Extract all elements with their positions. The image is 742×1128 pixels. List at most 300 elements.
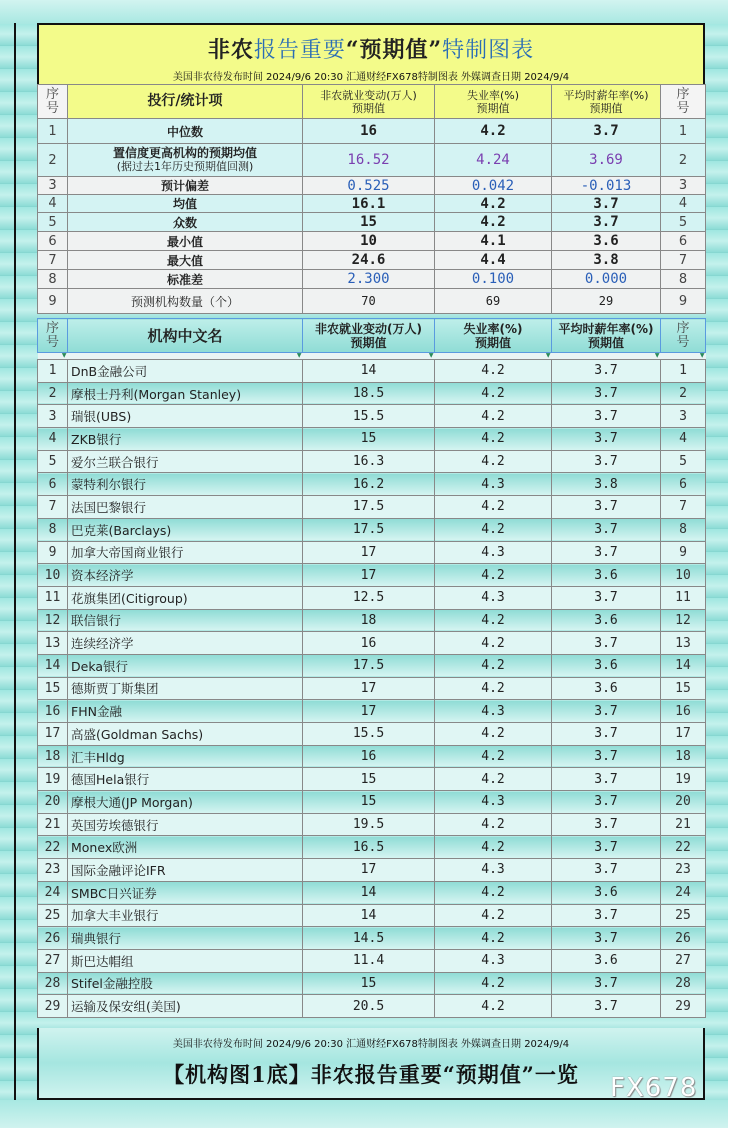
table-row [38,382,706,405]
row-seq: 5 [38,450,68,473]
row-seq: 2 [38,144,68,177]
row-seq: 15 [38,677,68,700]
row-seq-right: 1 [661,360,706,383]
row-seq-right: 7 [661,251,706,270]
row-seq-right: 25 [661,904,706,927]
unemp-value: 4.2 [435,518,552,541]
table-row [38,927,706,950]
row-seq-right: 3 [661,177,706,195]
row-seq: 11 [38,586,68,609]
nfp-value: 17 [303,859,435,882]
row-seq: 23 [38,859,68,882]
row-seq: 25 [38,904,68,927]
institution-name: DnB金融公司 [68,360,303,383]
row-seq-right: 27 [661,949,706,972]
institution-name: 德斯贾丁斯集团 [68,677,303,700]
filter-dropdown-icon[interactable]: ▼ [428,352,434,359]
nfp-value: 19.5 [303,813,435,836]
unemp-value: 4.2 [435,995,552,1018]
filter-row [38,353,706,360]
row-seq: 26 [38,927,68,950]
wage-value: 3.7 [552,382,661,405]
header-nfp: 非农就业变动(万人) 预期值 [303,85,435,119]
nfp-value: 17 [303,564,435,587]
row-seq-right: 4 [661,195,706,213]
unemp-value: 0.042 [435,177,552,195]
nfp-value: 16.52 [303,144,435,177]
page-title [39,33,703,64]
filter-wage[interactable] [552,353,661,360]
wage-value: 3.7 [552,632,661,655]
table-row [38,949,706,972]
unemp-value: 4.2 [435,195,552,213]
header-unemp: 失业率(%) 预期值 [435,85,552,119]
row-seq: 8 [38,270,68,289]
row-seq: 16 [38,700,68,723]
filter-dropdown-icon[interactable]: ▼ [699,352,705,359]
header-seq-right: 序号 [661,85,706,119]
institution-name: 瑞典银行 [68,927,303,950]
unemp-value: 4.3 [435,473,552,496]
institution-name: 爱尔兰联合银行 [68,450,303,473]
unemp-value: 4.1 [435,232,552,251]
table-row [38,881,706,904]
nfp-value: 16.1 [303,195,435,213]
row-seq-right: 23 [661,859,706,882]
row-seq: 24 [38,881,68,904]
wage-value: 3.7 [552,836,661,859]
wage-value: 0.000 [552,270,661,289]
nfp-value: 15 [303,972,435,995]
background-top [0,0,728,24]
row-seq: 6 [38,473,68,496]
wage-value: 3.7 [552,428,661,451]
unemp-value: 4.4 [435,251,552,270]
wage-value: 3.7 [552,791,661,814]
unemp-value: 4.2 [435,360,552,383]
wage-value: 3.7 [552,972,661,995]
table-row [38,518,706,541]
table-row [38,677,706,700]
header-item: 投行/统计项 [68,85,303,119]
unemp-value: 4.2 [435,450,552,473]
institution-name: 德国Hela银行 [68,768,303,791]
institution-name: 英国劳埃德银行 [68,813,303,836]
nfp-value: 2.300 [303,270,435,289]
stats-header-row [38,85,706,119]
wage-value: 29 [552,289,661,314]
table-row [38,791,706,814]
institution-name: 摩根士丹利(Morgan Stanley) [68,382,303,405]
institution-name: 加拿大丰业银行 [68,904,303,927]
row-seq: 8 [38,518,68,541]
row-seq: 10 [38,564,68,587]
institution-name: 汇丰Hldg [68,745,303,768]
row-seq: 27 [38,949,68,972]
row-seq-right: 2 [661,382,706,405]
nfp-value: 17 [303,677,435,700]
row-seq-right: 24 [661,881,706,904]
row-seq-right: 22 [661,836,706,859]
unemp-value: 4.2 [435,119,552,144]
unemp-value: 4.2 [435,405,552,428]
title-part-2: 报告重要 [253,38,346,63]
header-unemp[interactable]: 失业率(%) 预期值 [435,319,552,353]
unemp-value: 4.3 [435,700,552,723]
wage-value: 3.6 [552,881,661,904]
wage-value: -0.013 [552,177,661,195]
nfp-value: 14.5 [303,927,435,950]
row-seq: 7 [38,496,68,519]
nfp-value: 15 [303,768,435,791]
table-row [38,541,706,564]
row-seq: 5 [38,213,68,232]
header-seq-right[interactable]: 序号 [661,319,706,353]
row-seq-right: 11 [661,586,706,609]
table-row [38,360,706,383]
table-row [38,586,706,609]
header-name[interactable]: 机构中文名 [68,319,303,353]
wage-value: 3.7 [552,450,661,473]
stats-row [38,289,706,314]
row-seq: 22 [38,836,68,859]
row-seq: 6 [38,232,68,251]
institution-rows [38,360,706,1018]
row-seq-right: 21 [661,813,706,836]
table-row [38,473,706,496]
institution-name: 法国巴黎银行 [68,496,303,519]
nfp-value: 12.5 [303,586,435,609]
nfp-value: 24.6 [303,251,435,270]
institution-name: FHN金融 [68,700,303,723]
nfp-value: 14 [303,904,435,927]
table-row [38,745,706,768]
stats-row [38,177,706,195]
unemp-value: 4.2 [435,881,552,904]
nfp-value: 17.5 [303,654,435,677]
institution-name: Stifel金融控股 [68,972,303,995]
filter-dropdown-icon[interactable]: ▼ [654,352,660,359]
table-row [38,836,706,859]
row-seq: 9 [38,289,68,314]
row-seq-right: 28 [661,972,706,995]
wage-value: 3.7 [552,496,661,519]
wage-value: 3.6 [552,654,661,677]
wage-value: 3.7 [552,119,661,144]
wage-value: 3.7 [552,723,661,746]
unemp-value: 4.2 [435,972,552,995]
unemp-value: 4.2 [435,904,552,927]
row-seq: 20 [38,791,68,814]
row-seq-right: 1 [661,119,706,144]
row-seq-right: 20 [661,791,706,814]
table-row [38,813,706,836]
unemp-value: 4.3 [435,541,552,564]
footer [37,1028,705,1100]
row-seq-right: 13 [661,632,706,655]
row-seq: 19 [38,768,68,791]
wage-value: 3.6 [552,609,661,632]
stats-row [38,119,706,144]
row-seq-right: 15 [661,677,706,700]
wage-value: 3.7 [552,995,661,1018]
unemp-value: 4.3 [435,586,552,609]
row-seq: 3 [38,177,68,195]
row-seq-right: 10 [661,564,706,587]
unemp-value: 4.2 [435,496,552,519]
unemp-value: 4.2 [435,654,552,677]
row-label: 均值 [68,195,303,213]
filter-dropdown-icon[interactable]: ▼ [296,352,302,359]
unemp-value: 4.2 [435,813,552,836]
row-seq: 7 [38,251,68,270]
wage-value: 3.8 [552,473,661,496]
row-seq-right: 29 [661,995,706,1018]
background-bottom [0,1100,728,1128]
wage-value: 3.7 [552,813,661,836]
institution-name: 连续经济学 [68,632,303,655]
row-seq-right: 5 [661,450,706,473]
nfp-value: 16.3 [303,450,435,473]
row-seq-right: 9 [661,289,706,314]
unemp-value: 4.2 [435,564,552,587]
wage-value: 3.7 [552,904,661,927]
wage-value: 3.7 [552,927,661,950]
unemp-value: 4.2 [435,382,552,405]
wage-value: 3.6 [552,949,661,972]
row-seq: 12 [38,609,68,632]
unemp-value: 4.2 [435,745,552,768]
row-label: 中位数 [68,119,303,144]
nfp-value: 11.4 [303,949,435,972]
institution-name: ZKB银行 [68,428,303,451]
institution-header-row [38,319,706,353]
nfp-value: 70 [303,289,435,314]
institution-name: 蒙特利尔银行 [68,473,303,496]
stats-row [38,213,706,232]
left-border-line [14,23,16,1100]
row-seq-right: 17 [661,723,706,746]
institution-name: 国际金融评论IFR [68,859,303,882]
stats-row [38,251,706,270]
header-seq: 序号 [38,85,68,119]
wage-value: 3.6 [552,564,661,587]
row-seq-right: 3 [661,405,706,428]
unemp-value: 4.2 [435,632,552,655]
row-label: 置信度更高机构的预期均值 (据过去1年历史预期值回测) [68,144,303,177]
row-seq: 28 [38,972,68,995]
wage-value: 3.7 [552,586,661,609]
institution-name: 摩根大通(JP Morgan) [68,791,303,814]
row-seq-right: 18 [661,745,706,768]
row-seq-right: 8 [661,518,706,541]
unemp-value: 4.2 [435,428,552,451]
filter-dropdown-icon[interactable]: ▼ [61,352,67,359]
wage-value: 3.7 [552,360,661,383]
institution-name: 高盛(Goldman Sachs) [68,723,303,746]
table-row [38,995,706,1018]
nfp-value: 14 [303,360,435,383]
row-seq: 9 [38,541,68,564]
unemp-value: 4.24 [435,144,552,177]
row-seq: 29 [38,995,68,1018]
title-area [37,23,705,85]
row-seq-right: 5 [661,213,706,232]
watermark-logo: FX678 [610,1073,698,1103]
header-wage[interactable]: 平均时薪年率(%) 预期值 [552,319,661,353]
nfp-value: 16.5 [303,836,435,859]
row-label: 众数 [68,213,303,232]
filter-nfp[interactable] [303,353,435,360]
institution-name: 运输及保安组(美国) [68,995,303,1018]
nfp-value: 16 [303,745,435,768]
header-seq[interactable]: 序号 [38,319,68,353]
title-part-4: 特制图表 [442,38,535,63]
unemp-value: 4.2 [435,768,552,791]
row-seq-right: 7 [661,496,706,519]
nfp-value: 15 [303,428,435,451]
wage-value: 3.7 [552,541,661,564]
row-seq-right: 19 [661,768,706,791]
row-seq: 14 [38,654,68,677]
unemp-value: 4.2 [435,927,552,950]
nfp-value: 15 [303,213,435,232]
unemp-value: 4.2 [435,836,552,859]
filter-seq[interactable] [38,353,68,360]
row-seq: 2 [38,382,68,405]
nfp-value: 10 [303,232,435,251]
institution-name: 瑞银(UBS) [68,405,303,428]
unemp-value: 4.3 [435,859,552,882]
table-row [38,564,706,587]
table-row [38,405,706,428]
table-row [38,972,706,995]
institution-name: 联信银行 [68,609,303,632]
footer-title: 【机构图1底】非农报告重要“预期值”一览 [163,1062,579,1087]
institution-name: 斯巴达帽组 [68,949,303,972]
nfp-value: 0.525 [303,177,435,195]
row-seq-right: 4 [661,428,706,451]
title-part-3: “预期值” [345,37,443,63]
wage-value: 3.7 [552,195,661,213]
row-seq: 17 [38,723,68,746]
stats-row [38,232,706,251]
stats-row [38,195,706,213]
stats-table [37,84,706,314]
wage-value: 3.7 [552,518,661,541]
row-seq: 3 [38,405,68,428]
row-seq-right: 8 [661,270,706,289]
table-row [38,723,706,746]
row-seq-right: 26 [661,927,706,950]
nfp-value: 17.5 [303,518,435,541]
wage-value: 3.8 [552,251,661,270]
row-seq: 1 [38,360,68,383]
wage-value: 3.6 [552,232,661,251]
row-seq-right: 12 [661,609,706,632]
institution-name: Monex欧洲 [68,836,303,859]
footer-subtitle: 美国非农待发布时间 2024/9/6 20:30 汇通财经FX678特制图表 外媒调查日期 2024/9/4 [172,1039,570,1050]
wage-value: 3.6 [552,677,661,700]
nfp-value: 20.5 [303,995,435,1018]
row-seq-right: 16 [661,700,706,723]
institution-table [37,318,706,1018]
unemp-value: 4.2 [435,609,552,632]
unemp-value: 4.3 [435,949,552,972]
nfp-value: 15.5 [303,405,435,428]
table-row [38,700,706,723]
nfp-value: 14 [303,881,435,904]
table-row [38,450,706,473]
nfp-value: 18 [303,609,435,632]
table-row [38,768,706,791]
institution-name: 花旗集团(Citigroup) [68,586,303,609]
institution-name: 巴克莱(Barclays) [68,518,303,541]
wage-value: 3.7 [552,213,661,232]
header-wage: 平均时薪年率(%) 预期值 [552,85,661,119]
unemp-value: 4.2 [435,677,552,700]
row-seq-right: 6 [661,473,706,496]
wage-value: 3.7 [552,768,661,791]
nfp-value: 17.5 [303,496,435,519]
row-label: 预测机构数量（个） [68,289,303,314]
table-row [38,904,706,927]
row-seq: 1 [38,119,68,144]
nfp-value: 17 [303,700,435,723]
stats-row [38,144,706,177]
row-seq-right: 9 [661,541,706,564]
wage-value: 3.7 [552,859,661,882]
nfp-value: 17 [303,541,435,564]
wage-value: 3.69 [552,144,661,177]
row-label: 最小值 [68,232,303,251]
filter-seq-right[interactable] [661,353,706,360]
institution-name: Deka银行 [68,654,303,677]
nfp-value: 16 [303,632,435,655]
filter-unemp[interactable] [435,353,552,360]
title-part-1: 非农 [207,37,254,63]
table-row [38,859,706,882]
nfp-value: 18.5 [303,382,435,405]
page-subtitle: 美国非农待发布时间 2024/9/6 20:30 汇通财经FX678特制图表 外媒调查日期 2024/9/4 [172,72,570,83]
row-seq-right: 6 [661,232,706,251]
table-row [38,654,706,677]
row-seq: 13 [38,632,68,655]
unemp-value: 4.2 [435,213,552,232]
table-row [38,428,706,451]
institution-name: 资本经济学 [68,564,303,587]
wage-value: 3.7 [552,745,661,768]
row-label: 标准差 [68,270,303,289]
wage-value: 3.7 [552,700,661,723]
nfp-value: 15 [303,791,435,814]
row-seq: 21 [38,813,68,836]
stats-row [38,270,706,289]
unemp-value: 69 [435,289,552,314]
header-nfp[interactable]: 非农就业变动(万人) 预期值 [303,319,435,353]
row-seq-right: 2 [661,144,706,177]
row-seq: 18 [38,745,68,768]
table-row [38,632,706,655]
institution-name: SMBC日兴证券 [68,881,303,904]
filter-name[interactable] [68,353,303,360]
nfp-value: 16.2 [303,473,435,496]
filter-dropdown-icon[interactable]: ▼ [545,352,551,359]
row-seq: 4 [38,428,68,451]
wage-value: 3.7 [552,405,661,428]
nfp-value: 15.5 [303,723,435,746]
row-label: 预计偏差 [68,177,303,195]
